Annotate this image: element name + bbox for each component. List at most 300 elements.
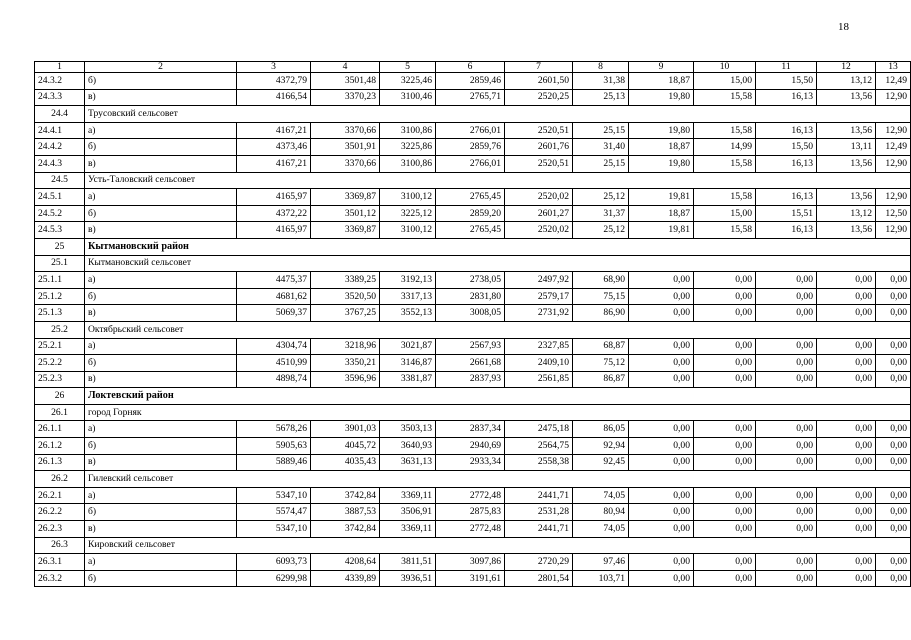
- table-row: [35, 222, 911, 239]
- table-row: [35, 155, 911, 172]
- value-cell: 74,05: [573, 487, 629, 504]
- value-cell: 2520,51: [505, 155, 573, 172]
- value-cell: 2859,76: [436, 139, 505, 156]
- value-cell: 92,94: [573, 438, 629, 455]
- row-code: 26.1.2: [35, 438, 85, 455]
- value-cell: 3192,13: [380, 272, 436, 289]
- value-cell: 15,58: [694, 222, 756, 239]
- value-cell: 0,00: [694, 438, 756, 455]
- value-cell: 2801,54: [505, 570, 573, 587]
- value-cell: 0,00: [817, 371, 876, 388]
- row-code: 25.1.2: [35, 288, 85, 305]
- value-cell: 3146,87: [380, 355, 436, 372]
- value-cell: 5069,37: [237, 305, 311, 322]
- value-cell: 3369,11: [380, 487, 436, 504]
- value-cell: 0,00: [629, 454, 694, 471]
- value-cell: 0,00: [817, 521, 876, 538]
- value-cell: 4166,54: [237, 89, 311, 106]
- row-code: 25.2.1: [35, 338, 85, 355]
- district-row: [35, 388, 911, 405]
- district-code: 26: [35, 388, 85, 405]
- row-variant: а): [85, 421, 237, 438]
- settlement-name: Гилевский сельсовет: [85, 471, 911, 488]
- value-cell: 0,00: [876, 454, 911, 471]
- row-variant: а): [85, 272, 237, 289]
- value-cell: 5347,10: [237, 487, 311, 504]
- value-cell: 6093,73: [237, 554, 311, 571]
- value-cell: 0,00: [756, 421, 817, 438]
- value-cell: 3552,13: [380, 305, 436, 322]
- value-cell: 2731,92: [505, 305, 573, 322]
- value-cell: 0,00: [756, 355, 817, 372]
- value-cell: 2441,71: [505, 521, 573, 538]
- value-cell: 0,00: [629, 355, 694, 372]
- value-cell: 0,00: [876, 487, 911, 504]
- value-cell: 0,00: [817, 305, 876, 322]
- value-cell: 0,00: [876, 504, 911, 521]
- value-cell: 4372,22: [237, 205, 311, 222]
- value-cell: 19,80: [629, 155, 694, 172]
- value-cell: 3631,13: [380, 454, 436, 471]
- value-cell: 0,00: [629, 371, 694, 388]
- value-cell: 12,49: [876, 73, 911, 90]
- value-cell: 2837,93: [436, 371, 505, 388]
- value-cell: 0,00: [817, 421, 876, 438]
- value-cell: 3225,46: [380, 73, 436, 90]
- column-number: 11: [756, 62, 817, 73]
- value-cell: 0,00: [629, 305, 694, 322]
- value-cell: 0,00: [694, 454, 756, 471]
- value-cell: 75,12: [573, 355, 629, 372]
- value-cell: 0,00: [694, 305, 756, 322]
- value-cell: 2933,34: [436, 454, 505, 471]
- row-variant: а): [85, 487, 237, 504]
- value-cell: 4167,21: [237, 122, 311, 139]
- value-cell: 0,00: [694, 355, 756, 372]
- value-cell: 2567,93: [436, 338, 505, 355]
- value-cell: 15,58: [694, 89, 756, 106]
- value-cell: 13,12: [817, 73, 876, 90]
- value-cell: 5889,46: [237, 454, 311, 471]
- value-cell: 4208,64: [311, 554, 380, 571]
- value-cell: 2601,50: [505, 73, 573, 90]
- value-cell: 14,99: [694, 139, 756, 156]
- value-cell: 2859,20: [436, 205, 505, 222]
- settlement-code: 24.5: [35, 172, 85, 189]
- row-variant: б): [85, 438, 237, 455]
- value-cell: 2859,46: [436, 73, 505, 90]
- value-cell: 3767,25: [311, 305, 380, 322]
- value-cell: 19,80: [629, 89, 694, 106]
- district-name: Локтевский район: [85, 388, 911, 405]
- value-cell: 0,00: [629, 521, 694, 538]
- value-cell: 19,81: [629, 189, 694, 206]
- value-cell: 4681,62: [237, 288, 311, 305]
- table-row: [35, 438, 911, 455]
- value-cell: 0,00: [629, 288, 694, 305]
- settlement-name: Трусовский сельсовет: [85, 106, 911, 123]
- value-cell: 3369,87: [311, 222, 380, 239]
- value-cell: 0,00: [756, 272, 817, 289]
- value-cell: 3742,84: [311, 521, 380, 538]
- column-number: 9: [629, 62, 694, 73]
- district-code: 25: [35, 238, 85, 255]
- value-cell: 0,00: [876, 305, 911, 322]
- value-cell: 0,00: [876, 521, 911, 538]
- value-cell: 3936,51: [380, 570, 436, 587]
- table-row: [35, 355, 911, 372]
- column-number: 1: [35, 62, 85, 73]
- value-cell: 3381,87: [380, 371, 436, 388]
- value-cell: 3100,46: [380, 89, 436, 106]
- row-code: 24.4.1: [35, 122, 85, 139]
- value-cell: 2940,69: [436, 438, 505, 455]
- row-code: 25.2.2: [35, 355, 85, 372]
- value-cell: 0,00: [756, 338, 817, 355]
- value-cell: 25,15: [573, 155, 629, 172]
- value-cell: 2409,10: [505, 355, 573, 372]
- table-row: [35, 89, 911, 106]
- table-row: [35, 122, 911, 139]
- row-code: 26.2.1: [35, 487, 85, 504]
- value-cell: 3370,23: [311, 89, 380, 106]
- row-code: 24.3.2: [35, 73, 85, 90]
- value-cell: 2772,48: [436, 487, 505, 504]
- value-cell: 3370,66: [311, 155, 380, 172]
- value-cell: 0,00: [629, 438, 694, 455]
- value-cell: 86,05: [573, 421, 629, 438]
- row-code: 24.4.3: [35, 155, 85, 172]
- row-code: 24.4.2: [35, 139, 85, 156]
- value-cell: 25,12: [573, 189, 629, 206]
- value-cell: 2561,85: [505, 371, 573, 388]
- table-row: [35, 521, 911, 538]
- value-cell: 2661,68: [436, 355, 505, 372]
- row-variant: в): [85, 305, 237, 322]
- value-cell: 80,94: [573, 504, 629, 521]
- value-cell: 13,56: [817, 155, 876, 172]
- row-code: 26.3.1: [35, 554, 85, 571]
- row-variant: б): [85, 139, 237, 156]
- row-variant: а): [85, 338, 237, 355]
- row-variant: в): [85, 89, 237, 106]
- value-cell: 12,49: [876, 139, 911, 156]
- value-cell: 31,38: [573, 73, 629, 90]
- value-cell: 0,00: [694, 504, 756, 521]
- value-cell: 13,11: [817, 139, 876, 156]
- row-code: 26.2.3: [35, 521, 85, 538]
- settlement-code: 26.3: [35, 537, 85, 554]
- value-cell: 3225,86: [380, 139, 436, 156]
- row-code: 24.5.1: [35, 189, 85, 206]
- value-cell: 3596,96: [311, 371, 380, 388]
- value-cell: 0,00: [876, 421, 911, 438]
- row-code: 25.2.3: [35, 371, 85, 388]
- table-row: [35, 487, 911, 504]
- table-row: [35, 189, 911, 206]
- value-cell: 0,00: [876, 272, 911, 289]
- value-cell: 4372,79: [237, 73, 311, 90]
- district-name: Кытмановский район: [85, 238, 911, 255]
- value-cell: 2327,85: [505, 338, 573, 355]
- value-cell: 0,00: [817, 272, 876, 289]
- value-cell: 74,05: [573, 521, 629, 538]
- row-variant: в): [85, 155, 237, 172]
- row-variant: б): [85, 570, 237, 587]
- value-cell: 0,00: [629, 338, 694, 355]
- page-number: 18: [838, 21, 849, 33]
- column-number: 5: [380, 62, 436, 73]
- value-cell: 13,56: [817, 122, 876, 139]
- column-number-row: [35, 62, 911, 73]
- settlement-name: Октябрьский сельсовет: [85, 321, 911, 338]
- value-cell: 0,00: [694, 570, 756, 587]
- column-number: 12: [817, 62, 876, 73]
- value-cell: 4510,99: [237, 355, 311, 372]
- value-cell: 3389,25: [311, 272, 380, 289]
- value-cell: 68,90: [573, 272, 629, 289]
- value-cell: 0,00: [817, 554, 876, 571]
- value-cell: 0,00: [694, 554, 756, 571]
- value-cell: 0,00: [756, 487, 817, 504]
- value-cell: 4035,43: [311, 454, 380, 471]
- value-cell: 0,00: [817, 355, 876, 372]
- table-body: [35, 62, 911, 587]
- value-cell: 13,56: [817, 222, 876, 239]
- value-cell: 0,00: [817, 454, 876, 471]
- settlement-name: Усть-Таловский сельсовет: [85, 172, 911, 189]
- value-cell: 0,00: [756, 438, 817, 455]
- value-cell: 4304,74: [237, 338, 311, 355]
- value-cell: 31,37: [573, 205, 629, 222]
- value-cell: 4167,21: [237, 155, 311, 172]
- value-cell: 3887,53: [311, 504, 380, 521]
- value-cell: 0,00: [629, 570, 694, 587]
- row-variant: в): [85, 521, 237, 538]
- value-cell: 15,50: [756, 139, 817, 156]
- settlement-name: Кытмановский сельсовет: [85, 255, 911, 272]
- row-variant: а): [85, 189, 237, 206]
- tariff-table: [34, 61, 911, 587]
- value-cell: 4165,97: [237, 189, 311, 206]
- settlement-row: [35, 255, 911, 272]
- settlement-row: [35, 471, 911, 488]
- value-cell: 0,00: [817, 338, 876, 355]
- value-cell: 16,13: [756, 122, 817, 139]
- row-code: 25.1.1: [35, 272, 85, 289]
- row-variant: б): [85, 205, 237, 222]
- value-cell: 2766,01: [436, 122, 505, 139]
- row-code: 26.3.2: [35, 570, 85, 587]
- value-cell: 0,00: [876, 438, 911, 455]
- value-cell: 0,00: [694, 338, 756, 355]
- value-cell: 3100,86: [380, 122, 436, 139]
- table-row: [35, 570, 911, 587]
- value-cell: 0,00: [817, 570, 876, 587]
- value-cell: 25,13: [573, 89, 629, 106]
- value-cell: 3100,12: [380, 222, 436, 239]
- value-cell: 12,50: [876, 205, 911, 222]
- value-cell: 0,00: [694, 521, 756, 538]
- value-cell: 3501,48: [311, 73, 380, 90]
- value-cell: 2765,45: [436, 222, 505, 239]
- district-row: [35, 238, 911, 255]
- settlement-row: [35, 172, 911, 189]
- settlement-name: город Горняк: [85, 404, 911, 421]
- value-cell: 0,00: [694, 487, 756, 504]
- value-cell: 5905,63: [237, 438, 311, 455]
- value-cell: 3503,13: [380, 421, 436, 438]
- value-cell: 6299,98: [237, 570, 311, 587]
- column-number: 7: [505, 62, 573, 73]
- value-cell: 2772,48: [436, 521, 505, 538]
- row-code: 24.5.3: [35, 222, 85, 239]
- row-code: 25.1.3: [35, 305, 85, 322]
- settlement-code: 25.1: [35, 255, 85, 272]
- value-cell: 3369,87: [311, 189, 380, 206]
- table-row: [35, 554, 911, 571]
- row-variant: в): [85, 222, 237, 239]
- column-number: 10: [694, 62, 756, 73]
- settlement-name: Кировский сельсовет: [85, 537, 911, 554]
- value-cell: 0,00: [876, 554, 911, 571]
- value-cell: 103,71: [573, 570, 629, 587]
- value-cell: 19,80: [629, 122, 694, 139]
- value-cell: 31,40: [573, 139, 629, 156]
- value-cell: 0,00: [876, 570, 911, 587]
- value-cell: 75,15: [573, 288, 629, 305]
- value-cell: 0,00: [756, 570, 817, 587]
- column-number: 3: [237, 62, 311, 73]
- value-cell: 12,90: [876, 189, 911, 206]
- value-cell: 4373,46: [237, 139, 311, 156]
- value-cell: 5347,10: [237, 521, 311, 538]
- value-cell: 0,00: [876, 355, 911, 372]
- value-cell: 2520,51: [505, 122, 573, 139]
- value-cell: 13,56: [817, 89, 876, 106]
- value-cell: 18,87: [629, 139, 694, 156]
- value-cell: 0,00: [694, 272, 756, 289]
- row-variant: б): [85, 504, 237, 521]
- value-cell: 4165,97: [237, 222, 311, 239]
- table-row: [35, 454, 911, 471]
- row-variant: б): [85, 288, 237, 305]
- value-cell: 2720,29: [505, 554, 573, 571]
- table-row: [35, 371, 911, 388]
- column-number: 6: [436, 62, 505, 73]
- value-cell: 0,00: [756, 521, 817, 538]
- value-cell: 86,87: [573, 371, 629, 388]
- value-cell: 3501,91: [311, 139, 380, 156]
- row-code: 26.1.1: [35, 421, 85, 438]
- value-cell: 0,00: [817, 438, 876, 455]
- value-cell: 0,00: [756, 504, 817, 521]
- value-cell: 16,13: [756, 155, 817, 172]
- value-cell: 5678,26: [237, 421, 311, 438]
- value-cell: 4339,89: [311, 570, 380, 587]
- value-cell: 3350,21: [311, 355, 380, 372]
- row-variant: в): [85, 371, 237, 388]
- value-cell: 3191,61: [436, 570, 505, 587]
- value-cell: 0,00: [817, 487, 876, 504]
- value-cell: 2601,27: [505, 205, 573, 222]
- settlement-code: 25.2: [35, 321, 85, 338]
- value-cell: 2497,92: [505, 272, 573, 289]
- value-cell: 3021,87: [380, 338, 436, 355]
- value-cell: 3100,12: [380, 189, 436, 206]
- value-cell: 5574,47: [237, 504, 311, 521]
- value-cell: 0,00: [756, 288, 817, 305]
- value-cell: 3901,03: [311, 421, 380, 438]
- value-cell: 2558,38: [505, 454, 573, 471]
- value-cell: 12,90: [876, 89, 911, 106]
- value-cell: 2531,28: [505, 504, 573, 521]
- table-row: [35, 139, 911, 156]
- value-cell: 3218,96: [311, 338, 380, 355]
- value-cell: 3225,12: [380, 205, 436, 222]
- value-cell: 12,90: [876, 122, 911, 139]
- value-cell: 18,87: [629, 73, 694, 90]
- value-cell: 4475,37: [237, 272, 311, 289]
- value-cell: 2738,05: [436, 272, 505, 289]
- value-cell: 0,00: [629, 487, 694, 504]
- settlement-row: [35, 321, 911, 338]
- value-cell: 3369,11: [380, 521, 436, 538]
- value-cell: 0,00: [629, 272, 694, 289]
- value-cell: 2837,34: [436, 421, 505, 438]
- value-cell: 2831,80: [436, 288, 505, 305]
- row-code: 26.1.3: [35, 454, 85, 471]
- value-cell: 3811,51: [380, 554, 436, 571]
- value-cell: 2601,76: [505, 139, 573, 156]
- value-cell: 15,58: [694, 122, 756, 139]
- value-cell: 25,12: [573, 222, 629, 239]
- value-cell: 2520,25: [505, 89, 573, 106]
- value-cell: 0,00: [694, 288, 756, 305]
- row-code: 24.5.2: [35, 205, 85, 222]
- value-cell: 0,00: [756, 371, 817, 388]
- value-cell: 3640,93: [380, 438, 436, 455]
- value-cell: 68,87: [573, 338, 629, 355]
- table-row: [35, 338, 911, 355]
- value-cell: 4045,72: [311, 438, 380, 455]
- table-row: [35, 272, 911, 289]
- table-row: [35, 205, 911, 222]
- table-row: [35, 288, 911, 305]
- settlement-row: [35, 404, 911, 421]
- value-cell: 13,12: [817, 205, 876, 222]
- value-cell: 2475,18: [505, 421, 573, 438]
- table-row: [35, 504, 911, 521]
- value-cell: 0,00: [629, 554, 694, 571]
- table-row: [35, 305, 911, 322]
- column-number: 8: [573, 62, 629, 73]
- value-cell: 15,00: [694, 73, 756, 90]
- settlement-row: [35, 537, 911, 554]
- value-cell: 15,50: [756, 73, 817, 90]
- value-cell: 15,58: [694, 155, 756, 172]
- table-row: [35, 421, 911, 438]
- value-cell: 0,00: [694, 421, 756, 438]
- value-cell: 25,15: [573, 122, 629, 139]
- value-cell: 16,13: [756, 222, 817, 239]
- value-cell: 3501,12: [311, 205, 380, 222]
- value-cell: 0,00: [629, 504, 694, 521]
- row-code: 26.2.2: [35, 504, 85, 521]
- row-variant: б): [85, 355, 237, 372]
- value-cell: 2520,02: [505, 222, 573, 239]
- value-cell: 0,00: [756, 554, 817, 571]
